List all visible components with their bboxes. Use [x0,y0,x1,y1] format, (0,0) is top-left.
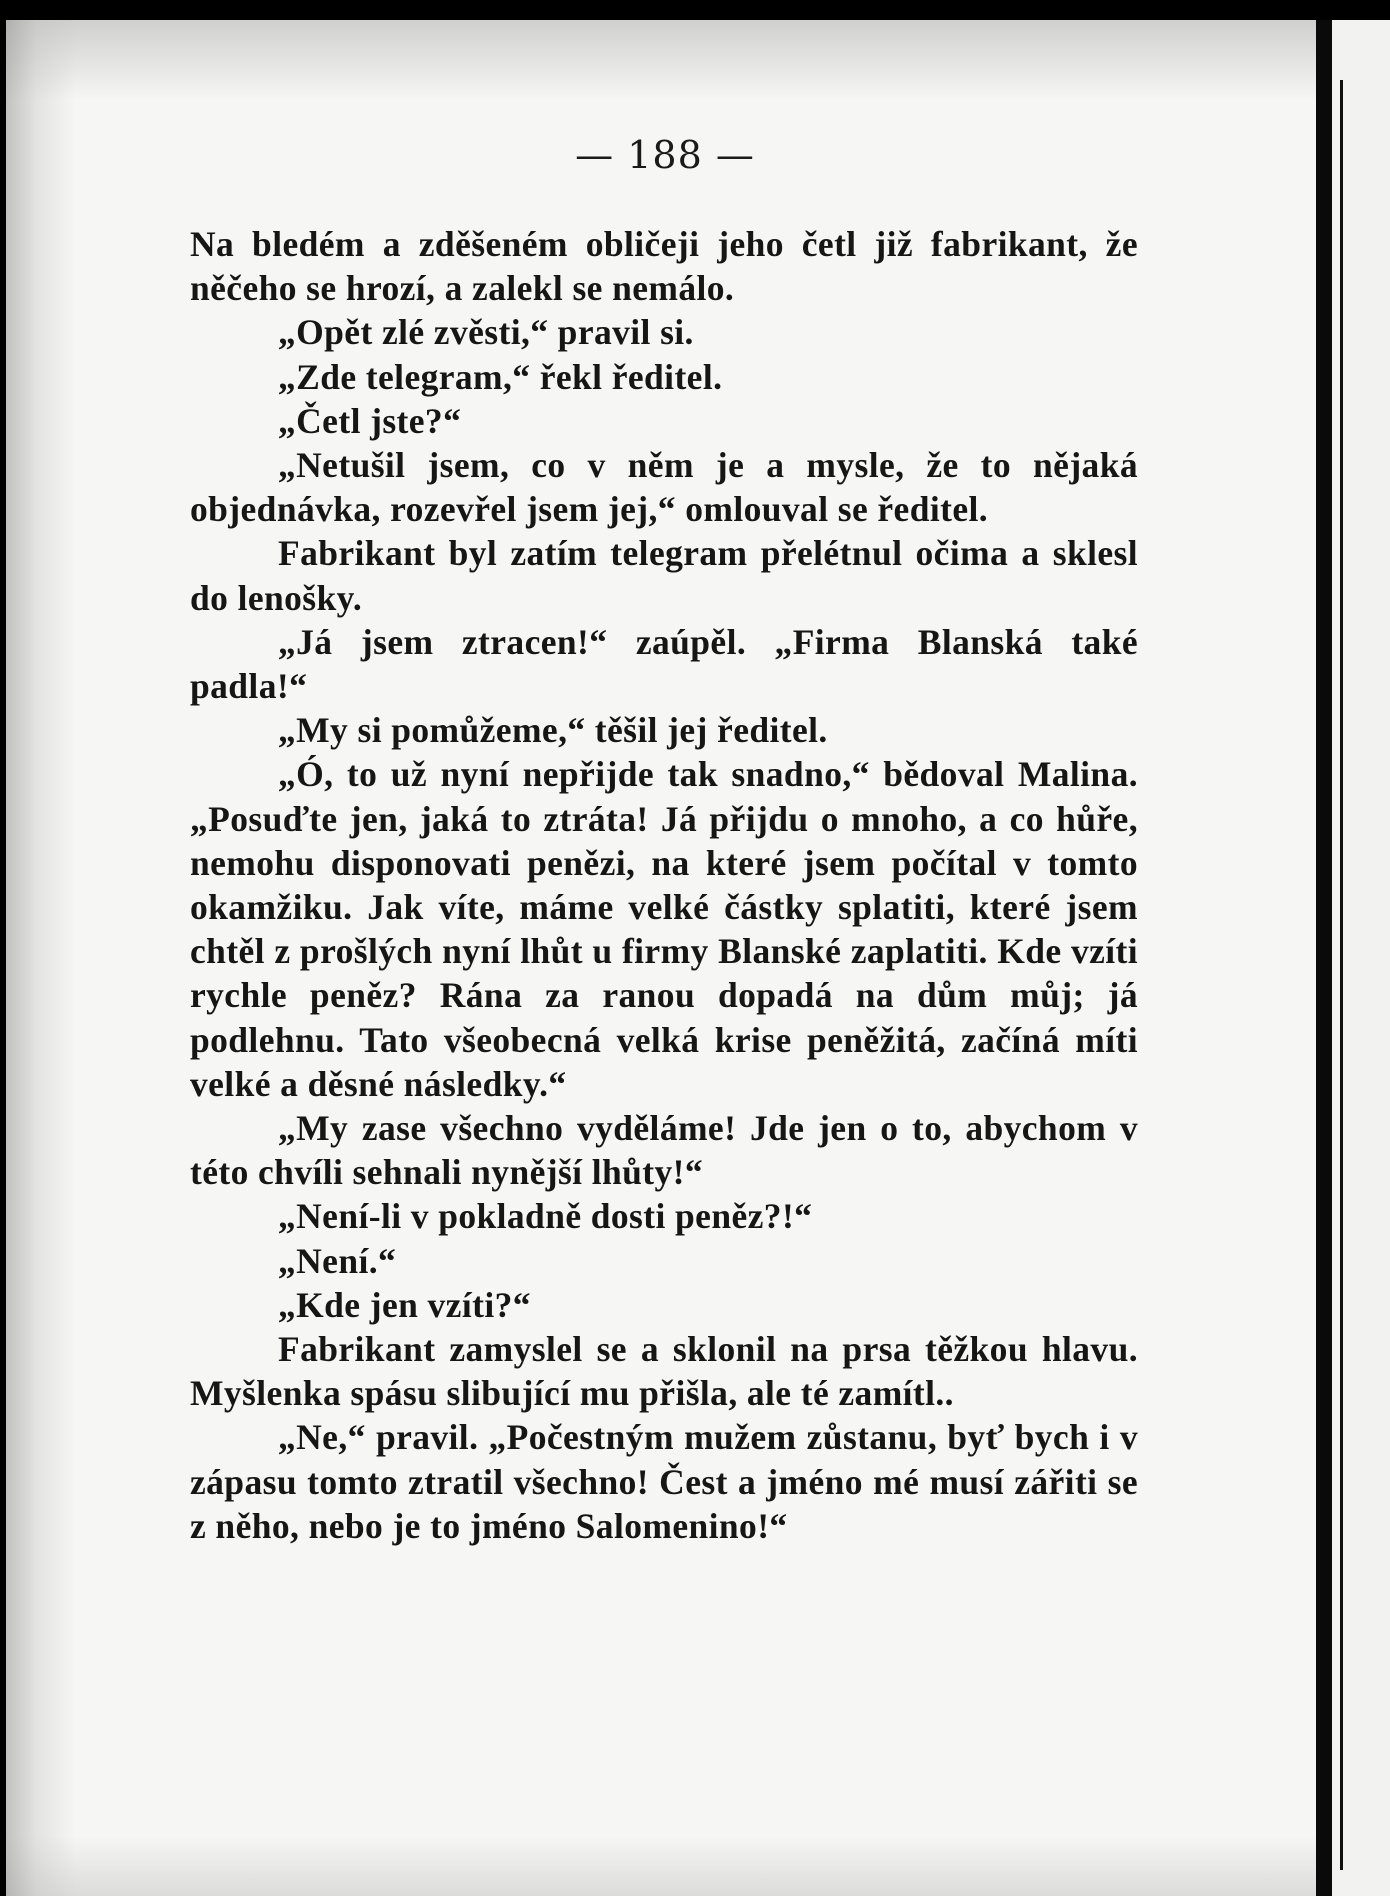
paragraph: „Ó, to už nyní nepřijde tak snadno,“ bědoval Malina. „Posuďte jen, jaká to ztráta! Já přijdu o mnoho, a co hůře, nemohu disponovati penězi, na které jsem počítal v tomto okamžiku. Jak víte, máme velké částky splatiti, které jsem chtěl z prošlých nyní lhůt u firmy Blanské zaplatiti. Kde vzíti rychle peněz? Rána za ranou dopadá na dům můj; já podlehnu. Tato všeobecná velká krise peněžitá, začíná míti velké a děsné následky.“ [190,754,1138,1104]
paragraph: „My si pomůžeme,“ těšil jej ředitel. [278,710,828,751]
paragraph: „Četl jste?“ [278,400,462,441]
paragraph: „Netušil jsem, co v něm je a mysle, že to nějaká objednávka, rozevřel jsem jej,“ omlouval se ředitel. [190,445,1138,530]
paragraph: „Zde telegram,“ řekl ředitel. [278,356,723,397]
paragraph: „My zase všechno vyděláme! Jde jen o to, abychom v této chvíli sehnali nynější lhůty!“ [190,1108,1138,1193]
paragraph: Na bledém a zděšeném obličeji jeho četl již fabrikant, že něčeho se hrozí, a zalekl se nemálo. [190,224,1138,309]
paragraph: „Já jsem ztracen!“ zaúpěl. „Firma Blanská také padla!“ [190,621,1138,707]
adjacent-page-rule [1340,80,1343,1870]
paragraph: Fabrikant zamyslel se a sklonil na prsa těžkou hlavu. Myšlenka spásu slibující mu přišla, ale té zamítl.. [190,1329,1138,1414]
page-number: — 188 — [575,133,755,177]
paragraph: „Není.“ [278,1240,397,1281]
body-text [190,222,1138,1548]
binding-gutter [1316,20,1332,1896]
paragraph: „Není-li v pokladně dosti peněz?!“ [278,1196,813,1237]
paragraph: „Ne,“ pravil. „Počestným mužem zůstanu, byť bych i v zápasu tomto ztratil všechno! Čest a jméno mé musí zářiti se z něho, nebo je to jméno Salomenino!“ [190,1417,1138,1546]
paragraph: „Opět zlé zvěsti,“ pravil si. [278,312,694,353]
paragraph: Fabrikant byl zatím telegram přelétnul očima a sklesl do lenošky. [190,533,1138,618]
paragraph: „Kde jen vzíti?“ [278,1284,531,1325]
